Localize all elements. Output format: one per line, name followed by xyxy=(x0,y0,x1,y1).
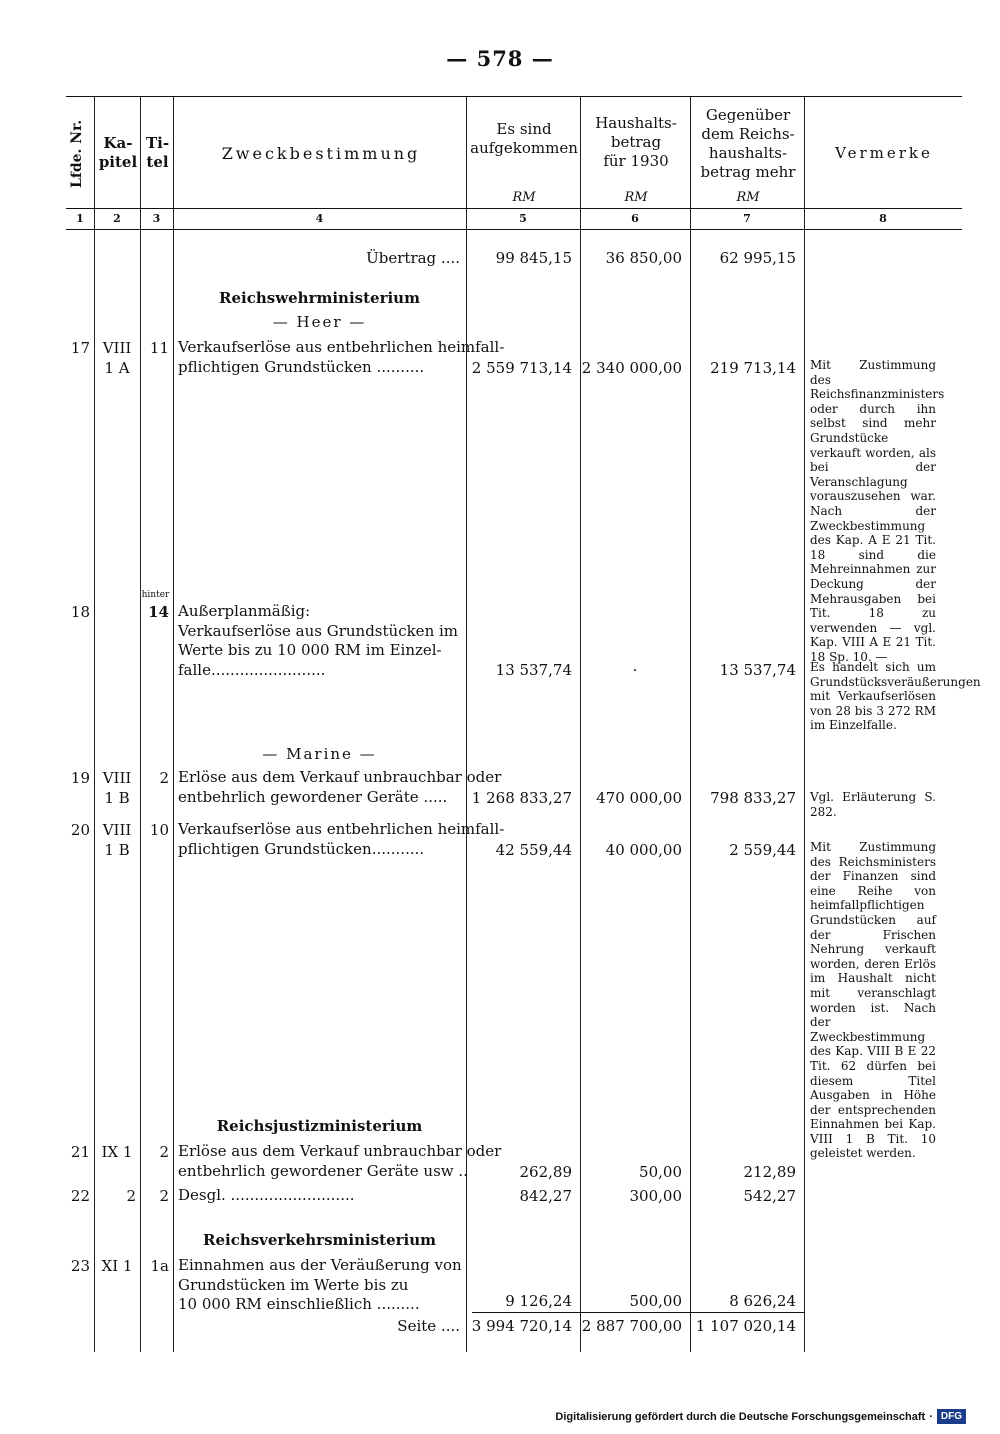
row-21-titel: 2 xyxy=(159,1143,169,1161)
row-17-note: Mit Zustimmung des Reichsfinanzministers oder durch ihn selbst sind mehr Grundstücke verkauft worden, als bei der Veranschlagung vorauszusehen war. Nach der Zweckbestimmung des Kap. A E 21 Tit. 18 sind die Mehreinnahmen zur Deckung der Mehrausgaben bei Tit. 18 zu verwenden — vgl. Kap. VIII A E 21 Tit. 18 Sp. 10. — xyxy=(810,358,945,664)
currency-label-5: RM xyxy=(512,190,536,205)
header-titel: Ti- tel xyxy=(145,134,170,171)
row-18-haushalt: · xyxy=(632,661,638,679)
row-23-mehr: 8 626,24 xyxy=(729,1292,796,1310)
header-mehrbetrag: Gegenüber dem Reichs- haushalts- betrag mehr xyxy=(700,106,796,181)
row-20-nr: 20 xyxy=(70,821,90,839)
column-number: 1 xyxy=(76,212,84,225)
row-20-aufgekommen: 42 559,44 xyxy=(495,841,572,859)
row-17-aufgekommen: 2 559 713,14 xyxy=(471,359,572,377)
section-reichswehrministerium: Reichswehrministerium xyxy=(219,289,420,307)
table-top-rule xyxy=(66,96,962,97)
row-19-kapitel: VIII 1 B xyxy=(102,769,132,807)
digitization-footer: Digitalisierung gefördert durch die Deutsche Forschungsgemeinschaft · DFG xyxy=(555,1409,966,1424)
row-19-titel: 2 xyxy=(159,769,169,787)
row-18-titel-prefix: hinter xyxy=(141,590,170,600)
row-20-mehr: 2 559,44 xyxy=(729,841,796,859)
row-22-kapitel: 2 xyxy=(126,1187,136,1205)
row-22-desc: Desgl. .......................... xyxy=(178,1186,355,1204)
row-20-kapitel: VIII 1 B xyxy=(102,821,132,859)
row-19-mehr: 798 833,27 xyxy=(710,789,796,807)
total-rule xyxy=(472,1312,804,1313)
column-number: 8 xyxy=(879,212,887,225)
budget-table xyxy=(66,96,981,1352)
row-23-haushalt: 500,00 xyxy=(629,1292,682,1310)
header-kapitel: Ka- pitel xyxy=(98,134,138,171)
dfg-logo[interactable]: DFG xyxy=(937,1409,966,1424)
col-divider-7 xyxy=(804,96,805,1352)
column-number-rule xyxy=(66,229,962,230)
row-18-aufgekommen: 13 537,74 xyxy=(495,661,572,679)
row-23-nr: 23 xyxy=(70,1257,90,1275)
header-zweckbestimmung: Zweckbestimmung xyxy=(221,144,421,163)
total-haushalt: 2 887 700,00 xyxy=(581,1317,682,1335)
header-haushaltsbetrag: Haushalts- betrag für 1930 xyxy=(595,114,677,170)
row-21-aufgekommen: 262,89 xyxy=(519,1163,572,1181)
row-17-desc: Verkaufserlöse aus entbehrlichen heimfall- pflichtigen Grundstücken .......... xyxy=(178,338,505,376)
row-19-desc: Erlöse aus dem Verkauf unbrauchbar oder entbehrlich gewordener Geräte ..... xyxy=(178,768,502,806)
col-divider-1 xyxy=(94,96,95,1352)
row-17-titel: 11 xyxy=(149,339,169,357)
column-number: 5 xyxy=(519,212,527,225)
row-22-titel: 2 xyxy=(159,1187,169,1205)
total-mehr: 1 107 020,14 xyxy=(695,1317,796,1335)
page-number: — 578 — xyxy=(446,46,554,71)
row-22-haushalt: 300,00 xyxy=(629,1187,682,1205)
subsection-marine: — Marine — xyxy=(262,745,377,763)
section-reichsjustizministerium: Reichsjustizministerium xyxy=(216,1117,423,1135)
uebertrag-mehr: 62 995,15 xyxy=(719,249,796,267)
row-20-desc: Verkaufserlöse aus entbehrlichen heimfall- pflichtigen Grundstücken........... xyxy=(178,820,505,858)
row-22-aufgekommen: 842,27 xyxy=(519,1187,572,1205)
header-lfde-nr: Lfde. Nr. xyxy=(69,119,85,189)
total-aufgekommen: 3 994 720,14 xyxy=(471,1317,572,1335)
row-23-kapitel: XI 1 xyxy=(101,1257,133,1275)
row-21-kapitel: IX 1 xyxy=(101,1143,133,1161)
column-number: 2 xyxy=(113,212,121,225)
col-divider-2 xyxy=(140,96,141,1352)
row-22-mehr: 542,27 xyxy=(743,1187,796,1205)
row-18-desc: Außerplanmäßig: Verkaufserlöse aus Grundstücken im Werte bis zu 10 000 RM im Einzel- falle........................ xyxy=(178,602,459,679)
row-17-kapitel: VIII 1 A xyxy=(102,339,132,377)
row-20-haushalt: 40 000,00 xyxy=(605,841,682,859)
footer-text: Digitalisierung gefördert durch die Deutsche Forschungsgemeinschaft xyxy=(555,1410,926,1423)
row-18-note: Es handelt sich um Grundstücksveräußerungen mit Verkaufserlösen von 28 bis 3 272 RM im Einzelfalle. xyxy=(810,660,981,733)
row-19-nr: 19 xyxy=(70,769,90,787)
row-21-nr: 21 xyxy=(70,1143,90,1161)
header-rule xyxy=(66,208,962,209)
row-23-desc: Einnahmen aus der Veräußerung von Grundstücken im Werte bis zu 10 000 RM einschließlich ......... xyxy=(178,1256,462,1313)
row-19-aufgekommen: 1 268 833,27 xyxy=(471,789,572,807)
row-21-desc: Erlöse aus dem Verkauf unbrauchbar oder entbehrlich gewordener Geräte usw .. xyxy=(178,1142,502,1180)
uebertrag-aufgekommen: 99 845,15 xyxy=(495,249,572,267)
total-label: Seite .... xyxy=(397,1317,460,1335)
row-21-mehr: 212,89 xyxy=(743,1163,796,1181)
row-23-aufgekommen: 9 126,24 xyxy=(505,1292,572,1310)
row-18-mehr: 13 537,74 xyxy=(719,661,796,679)
header-aufgekommen: Es sind aufgekommen xyxy=(470,120,578,157)
row-21-haushalt: 50,00 xyxy=(639,1163,682,1181)
currency-label-7: RM xyxy=(736,190,760,205)
row-19-note: Vgl. Erläuterung S. 282. xyxy=(810,790,936,819)
row-22-nr: 22 xyxy=(70,1187,90,1205)
uebertrag-haushalt: 36 850,00 xyxy=(605,249,682,267)
header-vermerke: Vermerke xyxy=(835,144,933,162)
row-20-titel: 10 xyxy=(149,821,169,839)
row-19-haushalt: 470 000,00 xyxy=(596,789,682,807)
row-17-nr: 17 xyxy=(70,339,90,357)
row-17-mehr: 219 713,14 xyxy=(710,359,796,377)
column-number: 3 xyxy=(152,212,161,225)
row-17-haushalt: 2 340 000,00 xyxy=(581,359,682,377)
currency-label-6: RM xyxy=(624,190,648,205)
row-20-note: Mit Zustimmung des Reichsministers der Finanzen sind eine Reihe von heimfallpflichtigen Grundstücken auf der Frischen Nehrung verkauft worden, deren Erlös im Haushalt nicht mit veranschlagt worden ist. Nach der Zweckbestimmung des Kap. VIII B E 22 Tit. 62 dürfen bei diesem Titel Ausgaben in Höhe der entsprechenden Einnahmen bei Kap. VIII 1 B Tit. 10 geleistet werden. xyxy=(810,840,936,1161)
row-18-nr: 18 xyxy=(70,603,90,621)
column-number: 6 xyxy=(631,212,639,225)
column-number: 4 xyxy=(315,212,324,225)
column-number: 7 xyxy=(743,212,751,225)
section-reichsverkehrsministerium: Reichsverkehrsministerium xyxy=(202,1231,436,1249)
uebertrag-label: Übertrag .... xyxy=(366,249,460,267)
subsection-heer: — Heer — xyxy=(272,313,367,331)
row-23-titel: 1a xyxy=(150,1257,169,1275)
col-divider-3 xyxy=(173,96,174,1352)
row-18-titel: 14 xyxy=(148,603,169,621)
